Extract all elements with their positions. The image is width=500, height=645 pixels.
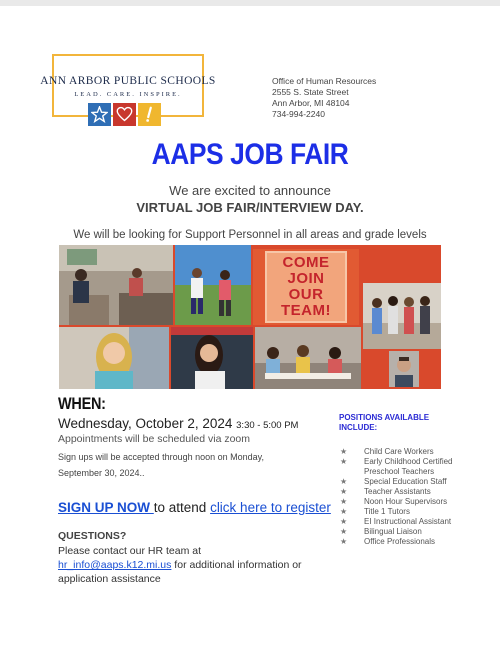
poster-line-3: OUR	[288, 286, 324, 303]
list-item: ★ Teacher Assistants	[340, 487, 431, 496]
teacher-photo	[59, 327, 169, 389]
contact-text-before: Please contact our HR team at	[58, 545, 201, 557]
top-bar	[0, 0, 500, 6]
logo-tagline: LEAD. CARE. INSPIRE.	[74, 91, 182, 98]
exclamation-icon	[138, 103, 161, 126]
questions-heading: QUESTIONS?	[58, 530, 127, 542]
signup-deadline: Sign ups will be accepted through noon on Monday, September 30, 2024..	[58, 452, 264, 478]
man-photo	[389, 351, 419, 387]
star-bullet-icon: ★	[340, 477, 348, 486]
list-item: ★ Title 1 Tutors	[340, 507, 410, 516]
contact-text-after: for additional information or application assistance	[58, 559, 302, 585]
list-item: ★ Child Care Workers	[340, 447, 434, 456]
appointments-note: Appointments will be scheduled via zoom	[58, 433, 251, 445]
positions-heading: POSITIONS AVAILABLE INCLUDE:	[339, 413, 430, 432]
positions-list	[340, 447, 460, 547]
outdoor-photo	[175, 245, 251, 325]
signup-middle-text: to attend	[153, 500, 211, 515]
star-bullet-icon: ★	[340, 537, 348, 546]
logo-icons	[88, 103, 161, 126]
classroom-photo	[59, 245, 173, 325]
star-bullet-icon: ★	[340, 487, 348, 496]
star-bullet-icon: ★	[340, 507, 348, 516]
list-item: ★ Early Childhood Certified Preschool Teachers	[340, 457, 453, 476]
street-address: 2555 S. State Street	[272, 87, 349, 97]
list-item: ★ Office Professionals	[340, 537, 435, 546]
office-name: Office of Human Resources	[272, 76, 377, 86]
event-datetime	[58, 416, 298, 431]
signup-line	[58, 500, 331, 515]
group-photo	[363, 283, 441, 349]
hr-contact-block	[272, 76, 376, 120]
list-item: ★ Special Education Staff	[340, 477, 447, 486]
poster-line-4: TEAM!	[281, 302, 331, 319]
star-bullet-icon: ★	[340, 497, 348, 506]
star-bullet-icon: ★	[340, 517, 348, 526]
staff-photo	[171, 327, 253, 389]
looking-text: We will be looking for Support Personnel in all areas and grade levels	[73, 229, 427, 241]
star-bullet-icon: ★	[340, 527, 348, 536]
photo-collage	[59, 245, 441, 389]
list-item: ★ Bilingual Liaison	[340, 527, 422, 536]
event-name: VIRTUAL JOB FAIR/INTERVIEW DAY.	[136, 200, 364, 215]
lunchroom-photo	[255, 327, 361, 389]
heart-icon	[113, 103, 136, 126]
list-item: ★ EI Instructional Assistant	[340, 517, 452, 526]
phone-number: 734-994-2240	[272, 109, 325, 119]
poster-line-1: COME	[282, 254, 330, 271]
star-bullet-icon: ★	[340, 447, 348, 456]
hr-email-link[interactable]: hr_info@aaps.k12.mi.us	[58, 559, 172, 571]
sign-up-now-link[interactable]: SIGN UP NOW	[58, 500, 154, 515]
star-bullet-icon: ★	[340, 457, 348, 466]
event-time: 3:30 - 5:00 PM	[236, 420, 299, 431]
poster-line-2: JOIN	[287, 270, 325, 287]
announce-text: We are excited to announce	[169, 183, 331, 198]
when-heading: WHEN:	[58, 394, 106, 413]
logo-school-name: ANN ARBOR PUBLIC SCHOOLS	[40, 75, 216, 87]
event-date: Wednesday, October 2, 2024	[58, 416, 233, 431]
star-icon	[88, 103, 111, 126]
city-address: Ann Arbor, MI 48104	[272, 98, 350, 108]
questions-contact	[58, 544, 328, 586]
list-item: ★ Noon Hour Supervisors	[340, 497, 448, 506]
page-title: AAPS JOB FAIR	[151, 138, 349, 171]
register-link[interactable]: click here to register	[210, 500, 331, 515]
come-join-our-team-poster	[253, 249, 359, 325]
